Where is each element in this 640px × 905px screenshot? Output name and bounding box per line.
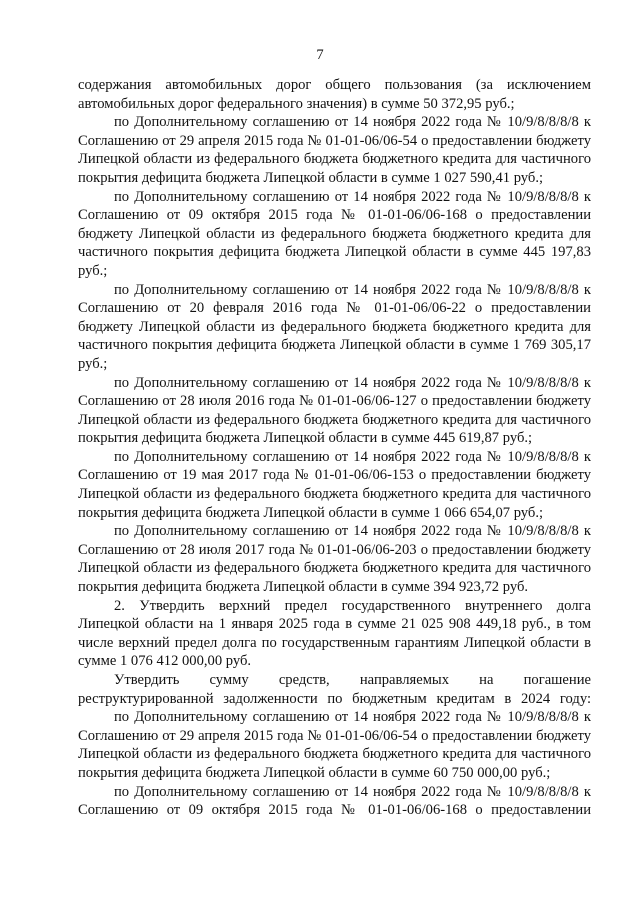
paragraph-credit-2016-127: по Дополнительному соглашению от 14 ноября 2022 года № 10/9/8/8/8/8 к Соглашению от 28 июля 2016 года № 01-01-06/06-127 о предоставлении бюджету Липецкой области из федерального бюджета бюджетного кредита для частичного покрытия дефицита бюджета Липецкой области в сумме 445 619,87 руб.; [78,374,591,447]
paragraph-credit-2016-22: по Дополнительному соглашению от 14 ноября 2022 года № 10/9/8/8/8/8 к Соглашению от 20 февраля 2016 года № 01-01-06/06-22 о предоставлении бюджету Липецкой области из федерального бюджета бюджетного кредита для частичного покрытия дефицита бюджета Липецкой области в сумме 1 769 305,17 руб.; [78,281,591,372]
paragraph-credit-2017-153: по Дополнительному соглашению от 14 ноября 2022 года № 10/9/8/8/8/8 к Соглашению от 19 мая 2017 года № 01-01-06/06-153 о предоставлении бюджету Липецкой области из федерального бюджета бюджетного кредита для частичного покрытия дефицита бюджета Липецкой области в сумме 1 066 654,07 руб.; [78,448,591,521]
paragraph-repayment-2015-168: по Дополнительному соглашению от 14 ноября 2022 года № 10/9/8/8/8/8 к Соглашению от 09 октября 2015 года № 01-01-06/06-168 о предоставлении [78,783,591,819]
paragraph-credit-2015-168: по Дополнительному соглашению от 14 ноября 2022 года № 10/9/8/8/8/8 к Соглашению от 09 октября 2015 года № 01-01-06/06-168 о предоставлении бюджету Липецкой области из федерального бюджета бюджетного кредита для частичного покрытия дефицита бюджета Липецкой области в сумме 445 197,83 руб.; [78,188,591,279]
paragraph-road-maintenance: содержания автомобильных дорог общего пользования (за исключением автомобильных дорог федерального значения) в сумме 50 372,95 руб.; [78,77,591,112]
page-number: 7 [316,47,324,63]
paragraph-credit-2015-54: по Дополнительному соглашению от 14 ноября 2022 года № 10/9/8/8/8/8 к Соглашению от 29 апреля 2015 года № 01-01-06/06-54 о предоставлении бюджету Липецкой области из федерального бюджета бюджетного кредита для частичного покрытия дефицита бюджета Липецкой области в сумме 1 027 590,41 руб.; [78,114,591,186]
paragraph-approve-repayment: Утвердить сумму средств, направляемых на погашение реструктурированной задолженности по бюджетным кредитам в 2024 году: [78,672,591,707]
paragraph-repayment-2015-54: по Дополнительному соглашению от 14 ноября 2022 года № 10/9/8/8/8/8 к Соглашению от 29 апреля 2015 года № 01-01-06/06-54 о предоставлении бюджету Липецкой области из федерального бюджета бюджетного кредита для частичного покрытия дефицита бюджета Липецкой области в сумме 60 750 000,00 руб.; [78,709,591,781]
paragraph-debt-limit: 2. Утвердить верхний предел государственного внутреннего долга Липецкой области на 1 января 2025 года в сумме 21 025 908 449,18 руб., в том числе верхний предел долга по государственным гарантиям Липецкой области в сумме 1 076 412 000,00 руб. [78,597,591,670]
document-body [78,76,591,820]
paragraph-credit-2017-203: по Дополнительному соглашению от 14 ноября 2022 года № 10/9/8/8/8/8 к Соглашению от 28 июля 2017 года № 01-01-06/06-203 о предоставлении бюджету Липецкой области из федерального бюджета бюджетного кредита для частичного покрытия дефицита бюджета Липецкой области в сумме 394 923,72 руб. [78,523,591,596]
